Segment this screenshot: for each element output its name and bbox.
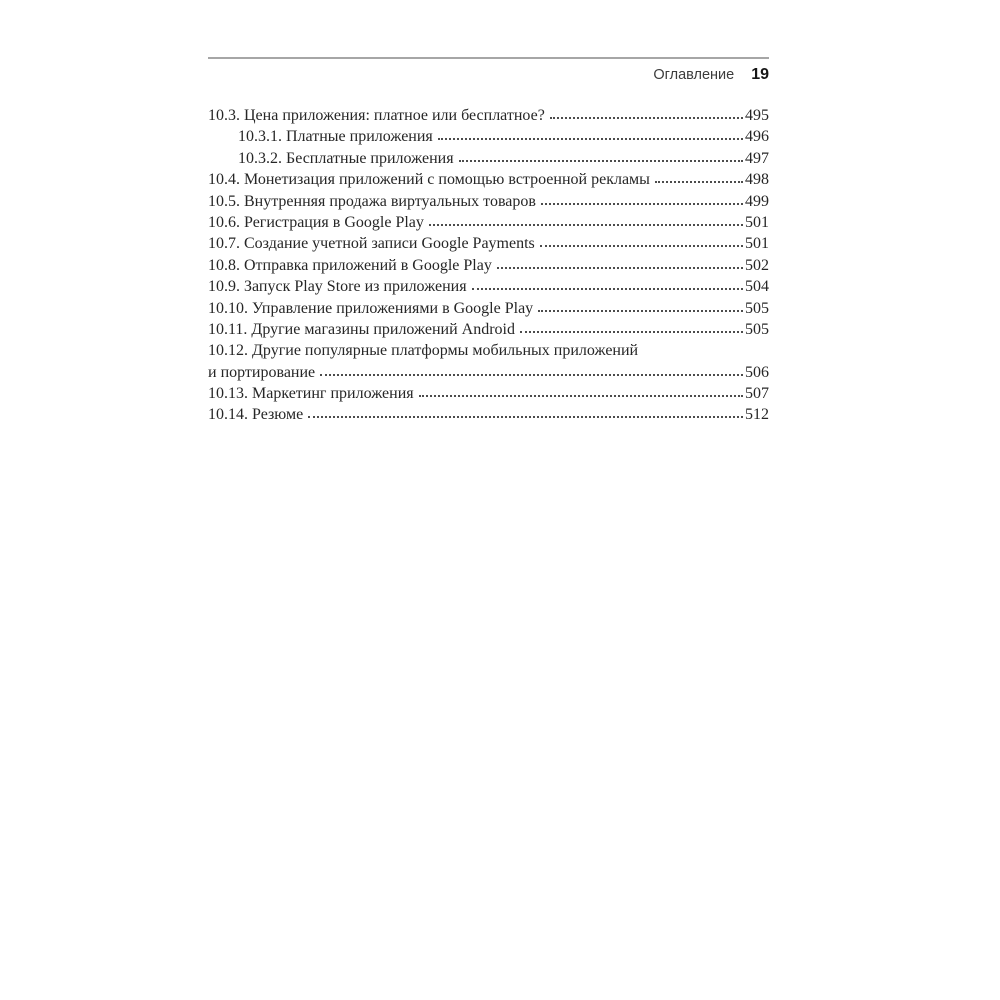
toc-entry-line: [208, 150, 769, 171]
toc-entry-page-number: 501: [745, 213, 769, 231]
dot-leader: [459, 160, 743, 162]
toc-entry-page-number: 504: [745, 278, 769, 296]
toc-entry: [208, 321, 769, 342]
toc-entry-page-number: 505: [745, 299, 769, 317]
toc-entry-page-number: 502: [745, 256, 769, 274]
toc-entry-label: 10.10. Управление приложениями в Google Play: [208, 299, 534, 317]
dot-leader: [419, 395, 743, 397]
toc-entry-line: [208, 235, 769, 256]
toc-entry-label: и портирование: [208, 363, 316, 381]
dot-leader: [320, 374, 743, 376]
dot-leader: [520, 331, 743, 333]
toc-entry-line: [208, 128, 769, 149]
toc-entry: [208, 214, 769, 235]
dot-leader: [438, 138, 743, 140]
toc-entry: [208, 406, 769, 427]
page-content: [208, 57, 769, 428]
dot-leader: [550, 117, 743, 119]
toc-entry: [208, 257, 769, 278]
toc-entry: [208, 150, 769, 171]
toc-entry: [208, 300, 769, 321]
running-header-page-number: 19: [751, 66, 769, 83]
dot-leader: [540, 245, 743, 247]
dot-leader: [497, 267, 743, 269]
toc-entry-line: [208, 278, 769, 299]
running-header-title: Оглавление: [653, 67, 735, 83]
toc-entry-page-number: 512: [745, 406, 769, 424]
toc-entry-page-number: 495: [745, 107, 769, 124]
toc-entry-label: 10.8. Отправка приложений в Google Play: [208, 256, 492, 274]
toc-entry: [208, 107, 769, 128]
toc-entry-page-number: 506: [745, 363, 769, 381]
toc-entry: [208, 128, 769, 149]
toc-entry-line: [208, 321, 769, 342]
dot-leader: [541, 203, 743, 205]
toc-entry-label: 10.12. Другие популярные платформы мобильных приложений: [208, 342, 639, 360]
dot-leader: [655, 181, 743, 183]
toc-entry: [208, 193, 769, 214]
dot-leader: [472, 288, 743, 290]
toc-entry-line: [208, 214, 769, 235]
toc-entry-label: 10.11. Другие магазины приложений Android: [208, 320, 515, 338]
toc-entry-page-number: 505: [745, 320, 769, 338]
toc-entry: [208, 235, 769, 256]
toc-entry-label: 10.14. Резюме: [208, 406, 304, 424]
toc-entry-label: 10.3. Цена приложения: платное или бесплатное?: [208, 107, 545, 124]
toc-entry-page-number: 497: [745, 149, 769, 167]
toc-entry-label: 10.13. Маркетинг приложения: [208, 385, 414, 403]
toc-entry-line: [208, 406, 769, 427]
toc-entry-line: [208, 300, 769, 321]
toc-entry-page-number: 498: [745, 171, 769, 189]
toc-entry-line: [208, 193, 769, 214]
toc-entry: [208, 171, 769, 192]
toc-entry-page-number: 496: [745, 128, 769, 146]
toc-entry-line: [208, 171, 769, 192]
dot-leader: [538, 310, 743, 312]
toc-entry-label: 10.6. Регистрация в Google Play: [208, 213, 424, 231]
toc-entry-label: 10.9. Запуск Play Store из приложения: [208, 278, 467, 296]
running-header: [208, 66, 769, 84]
toc-entry-label: 10.7. Создание учетной записи Google Payments: [208, 235, 535, 253]
toc-entry-page-number: 507: [745, 385, 769, 403]
toc-entry-line: [208, 107, 769, 128]
toc-list: [208, 107, 769, 428]
toc-entry-line: [208, 342, 769, 363]
toc-entry-label: 10.4. Монетизация приложений с помощью встроенной рекламы: [208, 171, 650, 189]
toc-entry: [208, 385, 769, 406]
toc-entry-label: 10.5. Внутренняя продажа виртуальных товаров: [208, 192, 536, 210]
dot-leader: [308, 416, 743, 418]
toc-entry: [208, 342, 769, 385]
toc-entry-line: [208, 385, 769, 406]
header-rule: [208, 57, 769, 59]
toc-entry-page-number: 499: [745, 192, 769, 210]
toc-entry-line: [208, 257, 769, 278]
toc-entry: [208, 278, 769, 299]
toc-entry-label: 10.3.1. Платные приложения: [238, 128, 433, 146]
toc-entry-line: [208, 364, 769, 385]
dot-leader: [429, 224, 743, 226]
toc-entry-page-number: 501: [745, 235, 769, 253]
toc-entry-label: 10.3.2. Бесплатные приложения: [238, 149, 454, 167]
